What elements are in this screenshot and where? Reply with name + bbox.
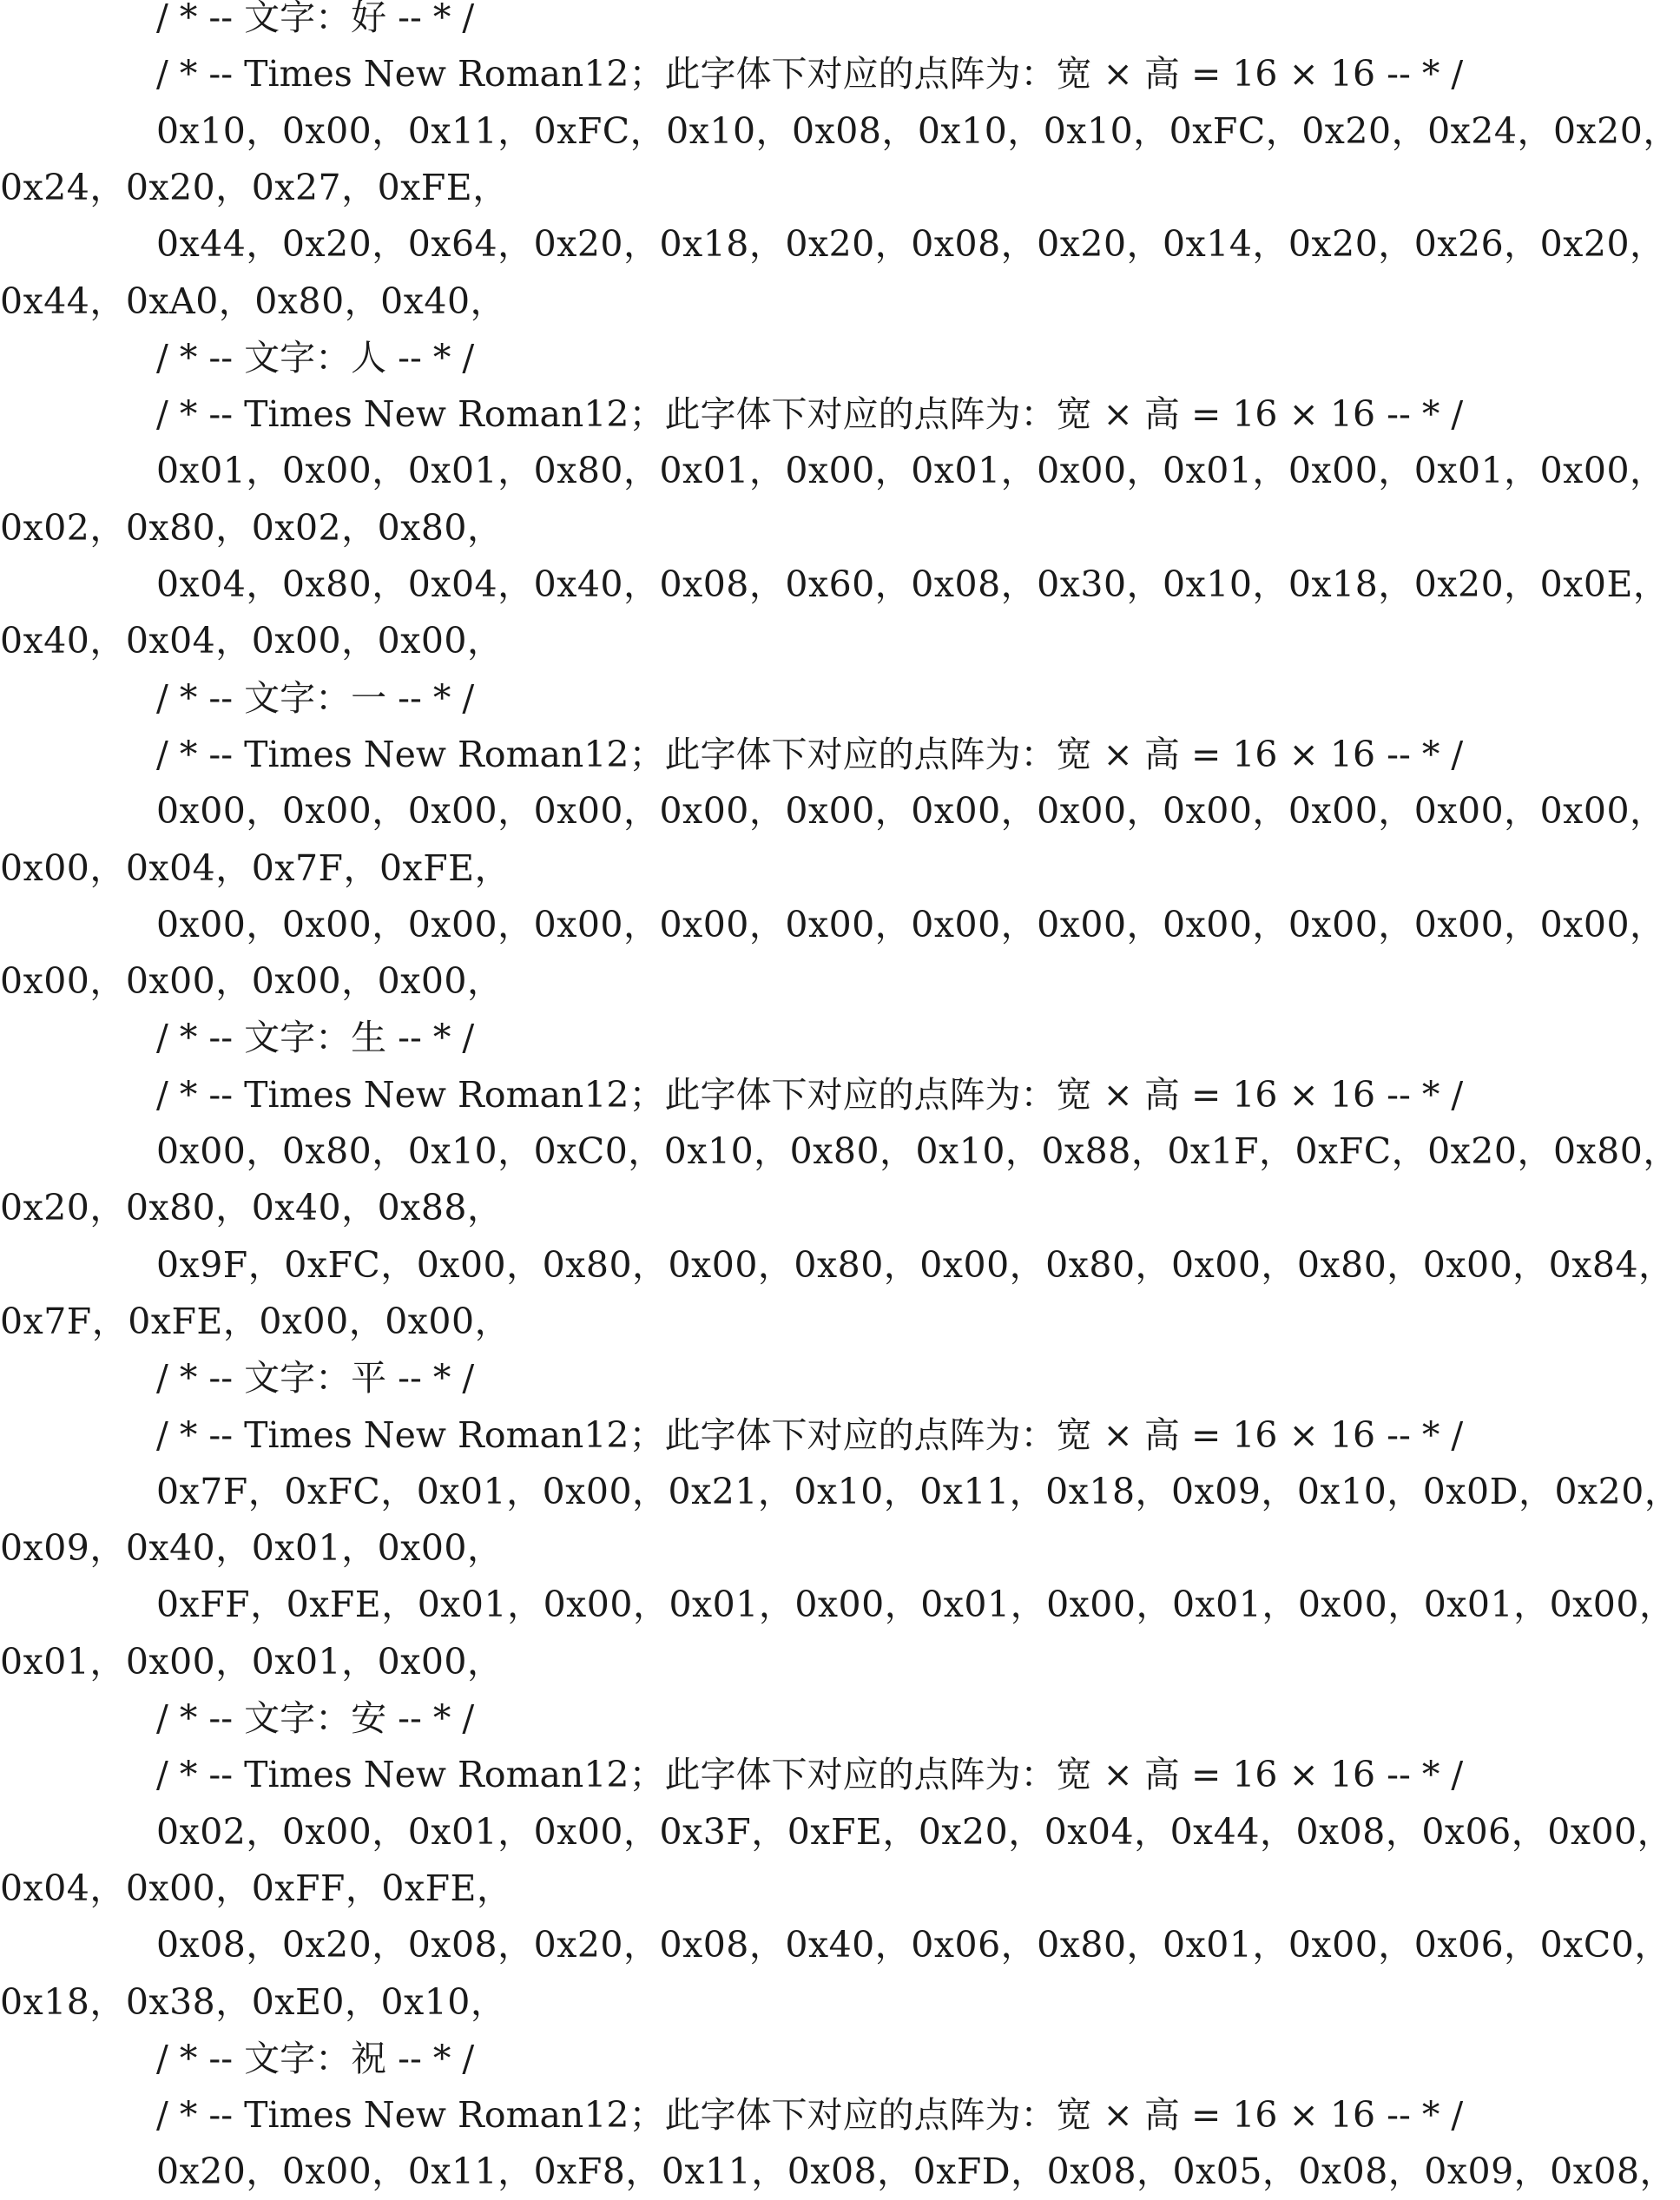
comment-line: / * -- 文字：生 -- * / xyxy=(156,1017,475,1059)
hex-data-line: 0x20，0x80，0x40，0x88， xyxy=(0,1187,504,1229)
hex-data-line: 0x9F，0xFC，0x00，0x80，0x00，0x80，0x00，0x80，0x00，0x80，0x00，0x84， xyxy=(156,1243,1675,1286)
hex-data-line: 0x40，0x04，0x00，0x00， xyxy=(0,620,504,662)
comment-line: / * -- Times New Roman12；此字体下对应的点阵为：宽 × 高 = 16 × 16 -- * / xyxy=(156,1413,1464,1456)
hex-data-line: 0x7F，0xFE，0x00，0x00， xyxy=(0,1300,511,1342)
hex-data-line: 0x20，0x00，0x11，0xF8，0x11，0x08，0xFD，0x08，0x05，0x08，0x09，0x08， xyxy=(156,2151,1677,2193)
hex-data-line: 0x00，0x80，0x10，0xC0，0x10，0x80，0x10，0x88，0x1F，0xFC，0x20，0x80， xyxy=(156,1130,1679,1172)
hex-data-line: 0x00，0x00，0x00，0x00，0x00，0x00，0x00，0x00，0x00，0x00，0x00，0x00， xyxy=(156,903,1666,945)
hex-data-line: 0x04，0x80，0x04，0x40，0x08，0x60，0x08，0x30，0x10，0x18，0x20，0x0E， xyxy=(156,563,1670,605)
hex-data-line: 0x24，0x20，0x27，0xFE， xyxy=(0,166,509,208)
hex-data-line: 0x7F，0xFC，0x01，0x00，0x21，0x10，0x11，0x18，0x09，0x10，0x0D，0x20， xyxy=(156,1470,1680,1512)
hex-data-line: 0x02，0x80，0x02，0x80， xyxy=(0,506,504,549)
hex-data-line: 0x44，0xA0，0x80，0x40， xyxy=(0,280,507,322)
comment-line: / * -- Times New Roman12；此字体下对应的点阵为：宽 × 高 = 16 × 16 -- * / xyxy=(156,393,1464,436)
comment-line: / * -- Times New Roman12；此字体下对应的点阵为：宽 × 高 = 16 × 16 -- * / xyxy=(156,1754,1464,1796)
comment-line: / * -- 文字：一 -- * / xyxy=(156,676,475,719)
hex-data-line: 0x09，0x40，0x01，0x00， xyxy=(0,1527,504,1570)
comment-line: / * -- Times New Roman12；此字体下对应的点阵为：宽 × 高 = 16 × 16 -- * / xyxy=(156,733,1464,775)
comment-line: / * -- 文字：祝 -- * / xyxy=(156,2037,475,2079)
hex-data-line: 0x04，0x00，0xFF，0xFE， xyxy=(0,1867,513,1909)
comment-line: / * -- Times New Roman12；此字体下对应的点阵为：宽 × 高 = 16 × 16 -- * / xyxy=(156,1073,1464,1116)
hex-data-line: 0x00，0x00，0x00，0x00， xyxy=(0,960,504,1003)
hex-data-line: 0x08，0x20，0x08，0x20，0x08，0x40，0x06，0x80，0x01，0x00，0x06，0xC0， xyxy=(156,1924,1670,1966)
comment-line: / * -- 文字：安 -- * / xyxy=(156,1697,475,1739)
hex-data-line: 0x01，0x00，0x01，0x80，0x01，0x00，0x01，0x00，0x01，0x00，0x01，0x00， xyxy=(156,450,1666,492)
comment-line: / * -- 文字：平 -- * / xyxy=(156,1357,475,1400)
hex-data-line: 0xFF，0xFE，0x01，0x00，0x01，0x00，0x01，0x00，0x01，0x00，0x01，0x00， xyxy=(156,1584,1676,1626)
hex-data-line: 0x00，0x04，0x7F，0xFE， xyxy=(0,846,511,889)
comment-line: / * -- 文字：人 -- * / xyxy=(156,336,475,379)
hex-data-line: 0x02，0x00，0x01，0x00，0x3F，0xFE，0x20，0x04，0x44，0x08，0x06，0x00， xyxy=(156,1810,1674,1853)
comment-line: / * -- Times New Roman12；此字体下对应的点阵为：宽 × 高 = 16 × 16 -- * / xyxy=(156,2094,1464,2137)
hex-data-line: 0x00，0x00，0x00，0x00，0x00，0x00，0x00，0x00，0x00，0x00，0x00，0x00， xyxy=(156,790,1666,833)
hex-data-line: 0x18，0x38，0xE0，0x10， xyxy=(0,1980,507,2023)
hex-data-line: 0x10，0x00，0x11，0xFC，0x10，0x08，0x10，0x10，0xFC，0x20，0x24，0x20， xyxy=(156,109,1679,152)
comment-line: / * -- 文字：好 -- * / xyxy=(156,0,475,38)
hex-data-line: 0x01，0x00，0x01，0x00， xyxy=(0,1640,504,1683)
hex-data-line: 0x44，0x20，0x64，0x20，0x18，0x20，0x08，0x20，0x14，0x20，0x26，0x20， xyxy=(156,223,1666,266)
comment-line: / * -- Times New Roman12；此字体下对应的点阵为：宽 × 高 = 16 × 16 -- * / xyxy=(156,53,1464,96)
